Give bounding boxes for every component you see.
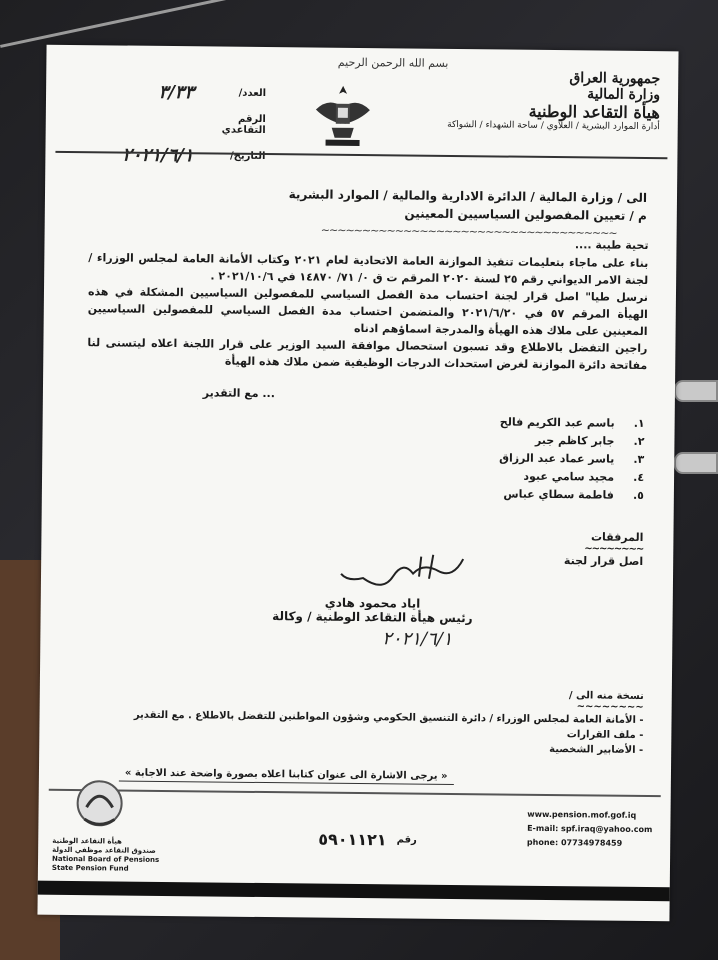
date-label: التاريخ/ [229, 150, 266, 163]
binder-ring [674, 452, 718, 474]
body-paragraph: بناء على ماجاء بتعليمات تنفيذ الموازنة العامة الاتحادية لعام ٢٠٢١ وكتاب الأمانة العامة لمجلس الوزراء / لجنة الامر الديواني رقم ٢٥ لسنة ٢٠٢٠ المرقم ت ق ٠/ ٧١/ ١٤٨٧٠ في ٢٠٢١/١٠/٦ . [88, 251, 649, 288]
binder-ring [674, 380, 718, 402]
item-number: ٢. [633, 434, 645, 448]
body-paragraph: راجين التفضل بالاطلاع وقد تسبون استحصال موافقة السيد الوزير على قرار اللجنة اعلاه ليتسنى لنا مفاتحة دائرة الموازنة لغرض استحداث الدرجات الوظيفية ضمن ملاك هذه الهيأة [87, 336, 648, 373]
logo-english-name: National Board of Pensions [52, 854, 160, 864]
list-item: - الأمانة العامة لمجلس الوزراء / دائرة التنسيق الحكومي وشؤون المواطنين للتفضل بالاطلاع . مع التقدير [133, 709, 644, 727]
list-item [499, 415, 644, 435]
logo-arabic-subname: صندوق التقاعد موظفي الدولة [52, 845, 156, 855]
list-item [499, 469, 644, 489]
logo-arabic-name: هيأة التقاعد الوطنية [52, 836, 122, 846]
ministry-name: وزارة المالية [587, 86, 661, 104]
email-link[interactable]: E-mail: spf.iraq@yahoo.com [527, 823, 653, 835]
footer-divider [49, 789, 661, 797]
copies-to [133, 686, 643, 760]
greeting: تحية طيبة .... [574, 238, 649, 253]
item-number: ٤. [633, 470, 645, 484]
list-item: - الأضابير الشخصية [549, 744, 644, 757]
reference-number [318, 830, 417, 850]
date-value: ٢٠٢١/٦/١ [122, 144, 194, 167]
handwritten-signature [333, 548, 473, 589]
reply-notice: « يرجى الاشارة الى عنوان كتابنا اعلاه بصورة واضحة عند الاجابة » [119, 768, 454, 786]
logo-caption [52, 837, 162, 874]
copies-list [133, 710, 643, 760]
attachments-separator: ~~~~~~~~ [584, 543, 644, 555]
footer-bar [38, 881, 670, 902]
copies-label: نسخة منه الى / [568, 690, 644, 703]
iraq-eagle-emblem-icon [307, 79, 378, 150]
item-number: ١. [633, 416, 645, 430]
regards: ... مع التقدير [202, 386, 275, 401]
list-item [499, 433, 644, 453]
person-name: مجيد سامي عبود [523, 469, 615, 484]
signer-block [272, 595, 473, 625]
website-link[interactable]: www.pension.mof.gof.iq [527, 809, 637, 820]
letter-meta [75, 81, 266, 177]
authority-name: هيأة التقاعد الوطنية [528, 101, 660, 123]
list-item [499, 451, 644, 471]
item-number: ٣. [633, 452, 645, 466]
phone-number: phone: 07734978459 [526, 837, 623, 848]
reference-value: ٥٩٠١١٢١ [318, 829, 387, 850]
signer-title: رئيس هيأة التقاعد الوطنية / وكالة [272, 609, 473, 626]
body-paragraph: نرسل طيا" اصل قرار لجنة احتساب مدة الفصل السياسي للمفصولين السياسيين المشكلة في هذه الهيأة المرقم ٥٧ في ٢٠٢١/٦/٢٠ والمتضمن احتساب مدة الفصل السياسي للمفصولين السياسيين المعينين على ملاك هذه الهيأة والمدرجة اسماؤهم ادناه [87, 285, 649, 339]
copies-separator: ~~~~~~~~ [576, 701, 644, 714]
letter-page [37, 45, 678, 922]
attachments [564, 530, 644, 568]
list-item: - ملف القرارات [566, 729, 644, 742]
pension-board-logo-icon [64, 775, 135, 836]
attachments-label: المرفقات [590, 530, 644, 544]
letter-body [87, 249, 648, 374]
number-label: العدد/ [238, 87, 267, 100]
logo-english-subname: State Pension Fund [51, 863, 129, 873]
attachment-item: اصل قرار لجنة [563, 554, 644, 568]
names-list [499, 415, 645, 507]
item-number: ٥. [632, 488, 644, 502]
person-name: باسم عبد الكريم فالح [499, 415, 615, 430]
person-name: ياسر عماد عبد الرزاق [499, 451, 615, 466]
letterhead [447, 69, 660, 132]
list-item [499, 487, 644, 507]
basmala: بسم الله الرحمن الرحيم [337, 55, 449, 70]
department-address: أدارة الموارد البشرية / العلاوي / ساحة الشهداء / الشواكة [447, 119, 660, 133]
subject-separator: ~~~~~~~~~~~~~~~~~~~~~~~~~~~~~~~~~~~~ [320, 223, 617, 240]
signer-name: اياد محمود هادي [324, 595, 421, 611]
recipient: الى / وزارة المالية / الدائرة الادارية والمالية / الموارد البشرية [288, 187, 648, 206]
number-value: ٣/٣٣ [158, 81, 195, 104]
subject: م / تعيين المفصولين السياسيين المعينين [404, 206, 647, 224]
retirement-number-label: الرقم التقاعدي [221, 113, 266, 137]
person-name: فاطمة سطاي عباس [503, 487, 614, 502]
reference-label: رقم [396, 834, 417, 846]
person-name: جابر كاظم جبر [534, 433, 615, 448]
contact-info [527, 808, 653, 851]
country-name: جمهورية العراق [569, 70, 661, 88]
signature-date: ٢٠٢١/٦/١ [382, 628, 453, 650]
